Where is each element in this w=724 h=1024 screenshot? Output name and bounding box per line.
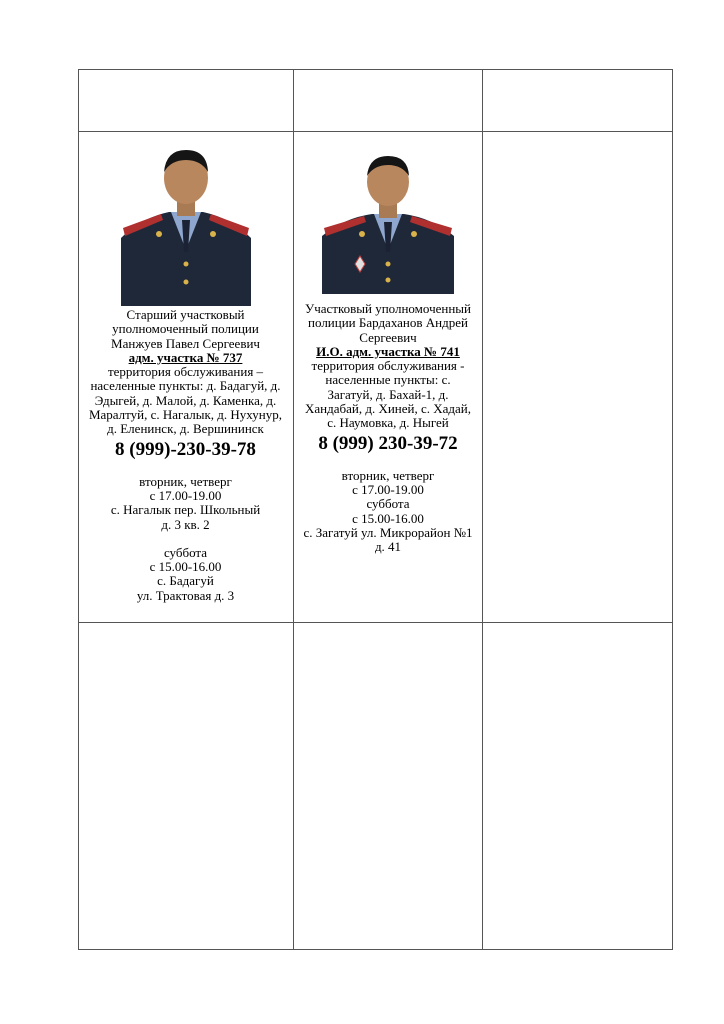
schedule-line: ул. Трактовая д. 3 [136, 587, 235, 603]
territory-line: с. Наумовка, д. Ныгей [327, 415, 449, 431]
territory-line: территория обслуживания - [311, 358, 465, 374]
section-number: И.О. адм. участка № 741 [316, 343, 460, 359]
officer-portrait-photo [121, 142, 251, 306]
table-border-top [78, 69, 673, 70]
schedule-line: суббота [163, 544, 208, 560]
territory-line: Хандабай, д. Хиней, с. Хадай, [304, 401, 471, 417]
schedule-line: с 17.00-19.00 [149, 487, 222, 503]
phone-number: 8 (999)-230-39-78 [115, 438, 256, 460]
schedule-line: с 15.00-16.00 [352, 510, 424, 526]
officer-title-line: уполномоченный полиции [112, 321, 259, 337]
officer-name: Манжуев Павел Сергеевич [111, 335, 260, 351]
schedule-line: с. Загатуй ул. Микрорайон №1 [303, 524, 473, 540]
officer-portrait-photo [322, 152, 454, 294]
officer-name: Сергеевич [359, 329, 417, 345]
territory-line: Загатуй, д. Бахай-1, д. [327, 386, 449, 402]
schedule-line: с 17.00-19.00 [352, 481, 424, 497]
table-column-divider [482, 69, 483, 950]
schedule-line: д. 3 кв. 2 [161, 516, 210, 532]
territory-line: населенные пункты: с. [325, 372, 451, 388]
territory-line: территория обслуживания – [107, 364, 264, 380]
territory-line: населенные пункты: д. Бадагуй, д. [90, 378, 281, 394]
table-row-divider [78, 622, 673, 623]
territory-line: д. Еленинск, д. Вершининск [107, 421, 264, 437]
table-border-right [672, 69, 673, 950]
phone-number: 8 (999) 230-39-72 [318, 432, 458, 454]
schedule-line: вторник, четверг [341, 467, 435, 483]
section-number: адм. участка № 737 [128, 349, 243, 365]
table-border-bottom [78, 949, 673, 950]
officer-title-line: Старший участковый [126, 307, 245, 322]
schedule-line: вторник, четверг [139, 473, 232, 489]
officer-portrait-icon [322, 152, 454, 294]
officer-portrait-icon [121, 142, 251, 306]
schedule-line: с. Нагалык пер. Школьный [110, 502, 261, 518]
schedule-line: д. 41 [374, 539, 402, 555]
schedule-line: с. Бадагуй [157, 573, 214, 589]
officer-card-1 [78, 132, 293, 622]
territory-line: Маралтуй, с. Нагалык, д. Нухунур, [88, 407, 283, 423]
officer-title-line: Участковый уполномоченный [305, 301, 471, 316]
schedule-line: суббота [366, 496, 410, 512]
territory-line: Эдыгей, д. Малой, д. Каменка, д. [94, 392, 277, 408]
officer-name: полиции Бардаханов Андрей [308, 315, 468, 331]
officer-card-2 [294, 132, 482, 622]
schedule-line: с 15.00-16.00 [149, 559, 222, 575]
